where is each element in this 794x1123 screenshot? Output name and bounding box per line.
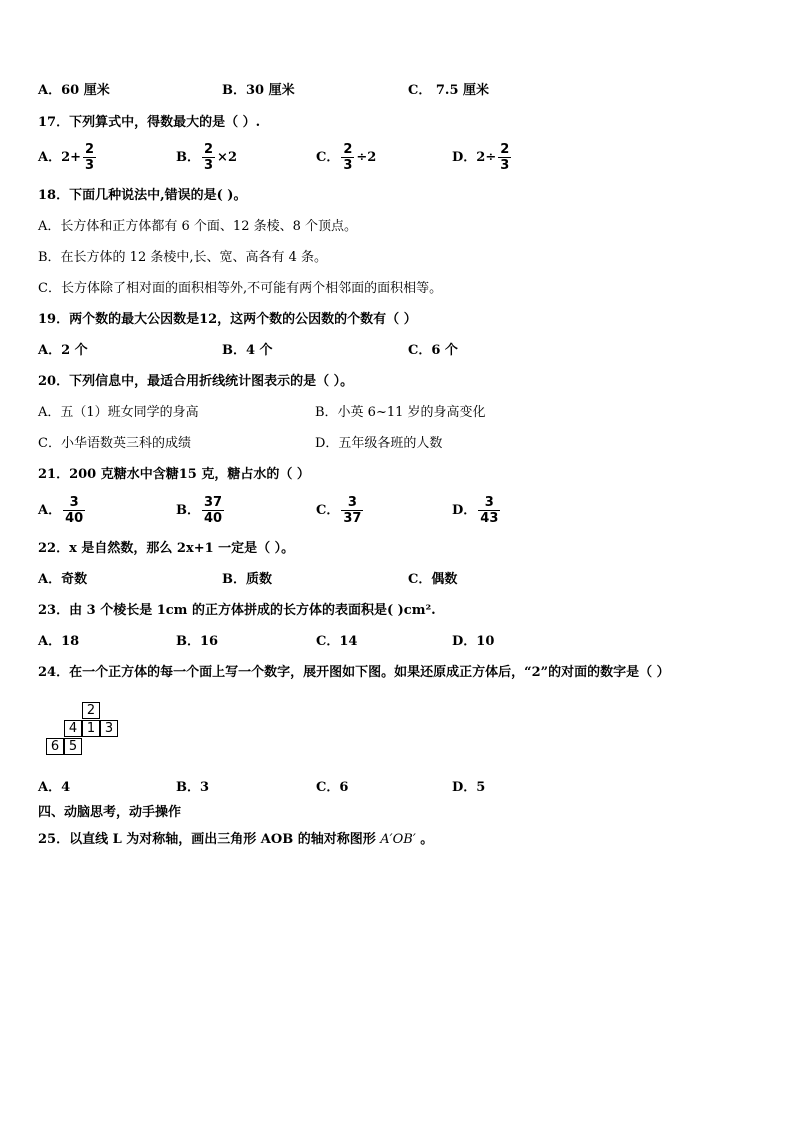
q25-stem <box>38 831 433 849</box>
q17-option-c <box>316 142 376 173</box>
q18-option-c: C．长方体除了相对面的面积相等外,不可能有两个相邻面的面积相等。 <box>38 281 443 296</box>
q23-option-a: A．18 <box>38 634 80 649</box>
q24-stem: 24．在一个正方体的每一个面上写一个数字，展开图如下图。如果还原成正方体后，“2”的对面的数字是（ ） <box>38 665 670 680</box>
q22-option-b: B．质数 <box>222 572 272 587</box>
q21-c-fraction <box>341 495 363 526</box>
q22-option-a: A．奇数 <box>38 572 88 587</box>
q24-option-b: B．3 <box>176 780 210 795</box>
q19-option-b: B．4 个 <box>222 343 273 358</box>
q21-b-numerator: 37 <box>204 495 223 510</box>
q17-b-prefix: B． <box>176 150 200 165</box>
q20-stem: 20．下列信息中，最适合用折线统计图表示的是（ ）。 <box>38 374 354 389</box>
q23-stem: 23．由 3 个棱长是 1cm 的正方体拼成的长方体的表面积是( )cm². <box>38 603 436 618</box>
q17-a-fraction <box>83 142 96 173</box>
q17-c-fraction <box>341 142 354 173</box>
section-title: 四、动脑思考，动手操作 <box>38 805 182 820</box>
net-cell-top: 2 <box>82 702 100 719</box>
net-cell-middle-left: 4 <box>64 720 82 737</box>
q21-a-denominator: 40 <box>65 511 84 526</box>
q21-stem: 21．200 克糖水中含糖15 克，糖占水的（ ） <box>38 467 310 482</box>
q17-option-a <box>38 142 98 173</box>
q16-option-c: C． 7.5 厘米 <box>408 83 490 98</box>
q17-c-denominator: 3 <box>343 158 353 173</box>
q17-option-b <box>176 142 237 173</box>
q25-math: A′OB′ <box>380 832 416 847</box>
q17-b-denominator: 3 <box>204 158 214 173</box>
q20-option-a: A．五（1）班女同学的身高 <box>38 405 199 420</box>
net-cell-middle-center: 1 <box>82 720 100 737</box>
q21-option-c <box>316 495 365 526</box>
net-cell-bottom-left: 6 <box>46 738 64 755</box>
q17-b-numerator: 2 <box>204 142 214 157</box>
q17-d-numerator: 2 <box>500 142 510 157</box>
q21-a-numerator: 3 <box>69 495 79 510</box>
q17-c-numerator: 2 <box>343 142 353 157</box>
q17-stem: 17．下列算式中，得数最大的是（ ）. <box>38 115 261 130</box>
q17-c-prefix: C． <box>316 150 340 165</box>
q17-d-denominator: 3 <box>500 158 510 173</box>
q19-option-c: C．6 个 <box>408 343 458 358</box>
q25-end: 。 <box>415 832 434 847</box>
q17-d-prefix: D．2÷ <box>452 150 497 165</box>
q17-c-suffix: ÷2 <box>356 150 377 165</box>
q17-b-fraction <box>202 142 215 173</box>
q17-a-prefix: A．2+ <box>38 150 82 165</box>
q21-c-denominator: 37 <box>343 511 362 526</box>
q21-a-fraction <box>63 495 85 526</box>
q16-option-b: B．30 厘米 <box>222 83 295 98</box>
q18-option-a: A．长方体和正方体都有 6 个面、12 条棱、8 个顶点。 <box>38 219 358 234</box>
q17-a-numerator: 2 <box>85 142 95 157</box>
q21-d-prefix: D． <box>452 503 477 518</box>
q23-option-c: C．14 <box>316 634 358 649</box>
net-cell-bottom-right: 5 <box>64 738 82 755</box>
q18-option-b: B．在长方体的 12 条棱中,长、宽、高各有 4 条。 <box>38 250 328 265</box>
q16-option-a: A．60 厘米 <box>38 83 110 98</box>
q17-b-suffix: ×2 <box>217 150 237 165</box>
q21-b-fraction <box>202 495 224 526</box>
q17-a-denominator: 3 <box>85 158 95 173</box>
q20-option-d: D．五年级各班的人数 <box>315 436 443 451</box>
q21-d-numerator: 3 <box>484 495 494 510</box>
q21-d-fraction <box>478 495 500 526</box>
q20-option-b: B．小英 6~11 岁的身高变化 <box>315 405 486 420</box>
q17-option-d <box>452 142 513 173</box>
q20-option-c: C．小华语数英三科的成绩 <box>38 436 191 451</box>
q19-option-a: A．2 个 <box>38 343 88 358</box>
q21-a-prefix: A． <box>38 503 62 518</box>
q25-text: 25．以直线 L 为对称轴，画出三角形 AOB 的轴对称图形 <box>38 832 376 847</box>
q21-b-prefix: B． <box>176 503 200 518</box>
net-cell-middle-right: 3 <box>100 720 118 737</box>
q24-option-a: A．4 <box>38 780 71 795</box>
q24-option-d: D．5 <box>452 780 486 795</box>
q21-d-denominator: 43 <box>480 511 499 526</box>
q21-c-prefix: C． <box>316 503 340 518</box>
q19-stem: 19．两个数的最大公因数是12，这两个数的公因数的个数有（ ） <box>38 312 417 327</box>
q21-option-a <box>38 495 87 526</box>
q21-b-denominator: 40 <box>204 511 223 526</box>
q21-option-d <box>452 495 502 526</box>
q22-option-c: C．偶数 <box>408 572 458 587</box>
q21-c-numerator: 3 <box>347 495 357 510</box>
q23-option-b: B．16 <box>176 634 219 649</box>
q21-option-b <box>176 495 226 526</box>
q24-option-c: C．6 <box>316 780 349 795</box>
q18-stem: 18．下面几种说法中,错误的是( )。 <box>38 188 247 203</box>
q17-d-fraction <box>498 142 511 173</box>
q22-stem: 22．x 是自然数，那么 2x+1 一定是（ ）。 <box>38 541 295 556</box>
q23-option-d: D．10 <box>452 634 495 649</box>
